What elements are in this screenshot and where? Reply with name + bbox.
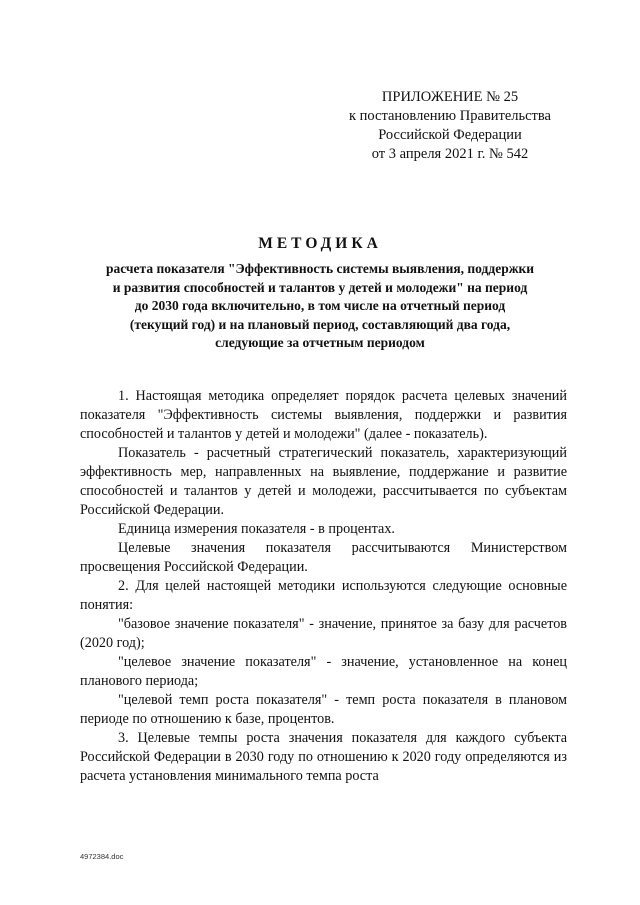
paragraph: 2. Для целей настоящей методики используются следующие основные понятия: (80, 578, 567, 613)
appendix-resolution: к постановлению Правительства (349, 108, 551, 124)
paragraph: Показатель - расчетный стратегический показатель, характеризующий эффективность мер, направленных на выявление, поддержание и развитие способностей и талантов у детей и молодежи, рассчитывается по субъектам Российской Федерации. (80, 445, 567, 518)
paragraph: 3. Целевые темпы роста значения показателя для каждого субъекта Российской Федерации в 2030 году по отношению к 2020 году определяются из расчета установления минимального темпа роста (80, 730, 567, 784)
paragraph: "целевое значение показателя" - значение, установленное на конец планового периода; (80, 654, 567, 689)
appendix-header (330, 88, 570, 164)
subtitle-line: (текущий год) и на плановый период, составляющий два года, (129, 316, 511, 332)
document-title: МЕТОДИКА (258, 235, 382, 252)
subtitle-line: расчета показателя "Эффективность системы выявления, поддержки (105, 261, 535, 276)
paragraph: 1. Настоящая методика определяет порядок расчета целевых значений показателя "Эффективность системы выявления, поддержки и развития способностей и талантов у детей и молодежи" (далее - показатель). (80, 388, 567, 442)
document-subtitle (70, 260, 570, 353)
file-id: 4972384.doc (80, 852, 124, 861)
paragraph: "целевой темп роста показателя" - темп роста показателя в плановом периоде по отношению к базе, процентов. (80, 692, 567, 727)
appendix-date: от 3 апреля 2021 г. № 542 (371, 146, 529, 162)
appendix-number: ПРИЛОЖЕНИЕ № 25 (381, 89, 519, 105)
paragraph: Единица измерения показателя - в процентах. (118, 521, 395, 537)
appendix-federation: Российской Федерации (378, 127, 522, 143)
subtitle-line: следующие за отчетным периодом (215, 335, 425, 350)
paragraph: "базовое значение показателя" - значение, принятое за базу для расчетов (2020 год); (80, 616, 567, 651)
document-body (80, 387, 567, 786)
subtitle-line: до 2030 года включительно, в том числе на отчетный период (134, 298, 506, 313)
paragraph: Целевые значения показателя рассчитываются Министерством просвещения Российской Федерации. (80, 540, 567, 575)
subtitle-line: и развития способностей и талантов у детей и молодежи" на период (112, 279, 528, 295)
